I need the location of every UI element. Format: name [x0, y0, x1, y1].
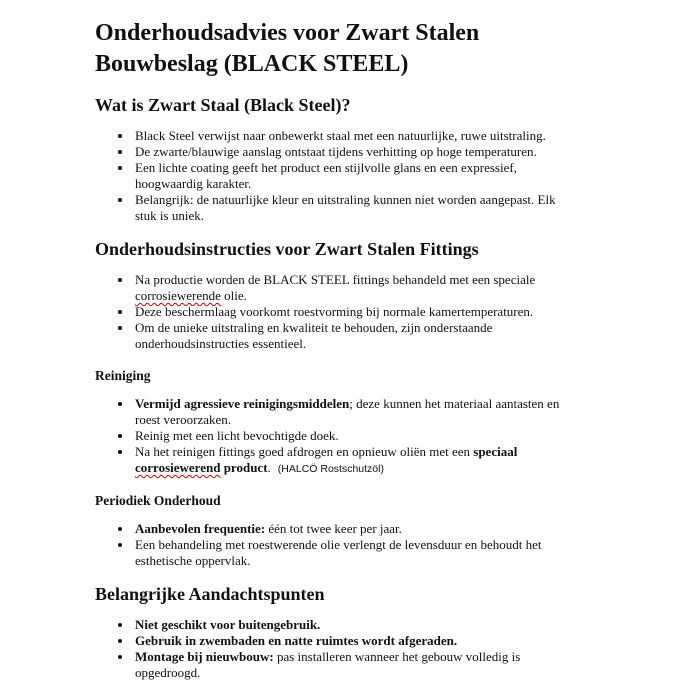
list-item: • Deze beschermlaag voorkomt roestvorming bij normale kamertemperaturen.: [133, 304, 560, 320]
list-item-bold-text: Aanbevolen frequentie:: [135, 521, 266, 536]
section-heading-what-is: Wat is Zwart Staal (Black Steel)?: [95, 95, 351, 115]
section-heading-important-points: Belangrijke Aandachtspunten: [95, 584, 325, 604]
document-title: Onderhoudsadvies voor Zwart Stalen Bouwbeslag (BLACK STEEL): [95, 20, 480, 77]
list-item: • Een behandeling met roestwerende olie verlengt de levensduur en behoudt het esthetische oppervlak.: [133, 537, 560, 569]
bullet-list-what-is: [95, 128, 560, 224]
list-item-text: Na het reinigen fittings goed afdrogen en opnieuw oliën met een: [135, 444, 474, 459]
list-item: • De zwarte/blauwige aanslag ontstaat tijdens verhitting op hoge temperaturen.: [133, 144, 560, 160]
list-item-text: olie.: [220, 288, 247, 303]
misspelled-word: corrosiewerende: [135, 288, 221, 303]
list-item: [133, 272, 560, 304]
list-item-text: .: [267, 460, 271, 475]
list-item: • Gebruik in zwembaden en natte ruimtes wordt afgeraden.: [133, 633, 560, 649]
bullet-list-instructions: [95, 272, 560, 352]
list-item: • Belangrijk: de natuurlijke kleur en uitstraling kunnen niet worden aangepast. Elk stuk is uniek.: [133, 192, 560, 224]
sub-heading-periodic-maintenance: Periodiek Onderhoud: [95, 493, 221, 508]
section-heading-instructions: Onderhoudsinstructies voor Zwart Stalen Fittings: [95, 239, 479, 259]
list-item-text: pas installeren wanneer het gebouw volledig is opgedroogd.: [135, 649, 521, 680]
list-item-text: ; deze kunnen het materiaal aantasten en roest veroorzaken.: [135, 396, 560, 427]
sub-heading-cleaning: Reiniging: [95, 368, 151, 383]
product-note: (HALCÖ Rostschutzöl): [277, 463, 384, 475]
list-item: [133, 649, 560, 681]
list-item-bold-text: product: [220, 460, 268, 475]
misspelled-word: corrosiewerend: [135, 460, 221, 475]
list-item: • Reinig met een licht bevochtigde doek.: [133, 428, 560, 444]
list-item: [133, 444, 560, 477]
list-item-bold-text: Montage bij nieuwbouw:: [135, 649, 274, 664]
bullet-list-cleaning: [95, 396, 560, 477]
list-item: [133, 521, 560, 537]
list-item: • Om de unieke uitstraling en kwaliteit te behouden, zijn onderstaande onderhoudsinstructies essentieel.: [133, 320, 560, 352]
list-item: • Black Steel verwijst naar onbewerkt staal met een natuurlijke, ruwe uitstraling.: [133, 128, 560, 144]
list-item: [133, 396, 560, 428]
bullet-list-important: [95, 617, 560, 681]
list-item: • Niet geschikt voor buitengebruik.: [133, 617, 560, 633]
list-item-text: Na productie worden de BLACK STEEL fittings behandeld met een speciale: [135, 272, 536, 287]
list-item: • Een lichte coating geeft het product een stijlvolle glans en een expressief, hoogwaardig karakter.: [133, 160, 560, 192]
bullet-list-periodic: [95, 521, 560, 569]
list-item-text: één tot twee keer per jaar.: [265, 521, 402, 536]
list-item-bold-text: Vermijd agressieve reinigingsmiddelen: [135, 396, 350, 411]
list-item-bold-text: speciaal: [473, 444, 518, 459]
